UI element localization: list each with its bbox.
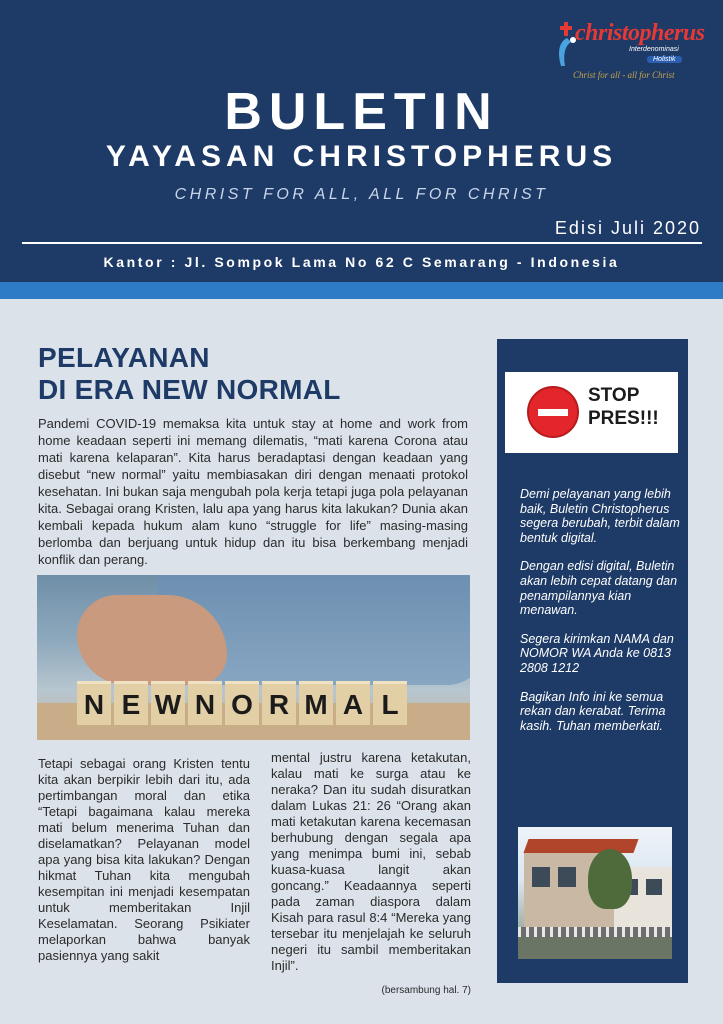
office-address: Kantor : Jl. Sompok Lama No 62 C Semarang - Indonesia [103, 254, 620, 270]
logo-subtitle: Interdenominasi [629, 46, 679, 53]
new-normal-photo [37, 575, 470, 740]
christopherus-logo [555, 18, 705, 88]
notice-paragraph: Bagikan Info ini ke semua rekan dan kerabat. Terima kasih. Tuhan memberkati. [520, 689, 666, 733]
bulletin-title: BULETIN [224, 83, 499, 141]
letter-block: A [336, 681, 370, 725]
letter-blocks [77, 681, 407, 725]
notice-paragraph: Dengan edisi digital, Buletin akan lebih cepat datang dan penampilannya kian menawan. [520, 559, 678, 618]
article-column-2: mental justru karena ketakutan, kalau mati ke surga atau ke neraka? Dan itu sudah disuratkan dalam Lukas 21: 26 “Orang akan mati ketakutan karena kecemasan berhubung dengan segala apa yang menimpa bumi ini, sebab kuasa-kuasa langit akan goncang.” Keadaannya seperti pada zaman diaspora dalam Kisah para rasul 8:4 “Mereka yang tersebar itu menjelajah ke seluruh negeri itu sambil memberitakan Injil”. [271, 750, 471, 973]
stop-press-line-1: STOP [588, 385, 640, 406]
photo-roof [523, 839, 638, 853]
notice-paragraph: Demi pelayanan yang lebih baik, Buletin Christopherus segera berubah, terbit dalam bentuk digital. [520, 487, 680, 545]
logo-wordmark: christopherus [575, 20, 705, 46]
article-intro: Pandemi COVID-19 memaksa kita untuk stay at home and work from home keadaan seperti ini memang dilematis, “mati karena Corona atau mati karena kelaparan”. Kita harus beradaptasi dengan keadaan yang disebut “new normal” yaitu membiasakan diri dengan menaati protokol kesehatan. Ini bukan saja mengubah pola kerja tetapi juga pola pelayanan kita. Sebagai orang Kristen, lalu apa yang harus kita lakukan? Dunia akan kembali kepada hukum alam kuno “struggle for life” masing-masing berlomba dan berjuang untuk hidup dan itu bisa berkembang menjadi konflik dan perang. [38, 416, 468, 567]
article-column-1: Tetapi sebagai orang Kristen tentu kita akan berpikir lebih dari itu, ada pertimbangan moral dan etika “Tetapi bagaimana kalau mereka mati belum menerima Tuhan dan diselamatkan? Pelayanan model apa yang bisa kita lakukan? Dengan hikmat Tuhan kita mengubah kesempitan ini menjadi kesempatan untuk memberitakan Injil Keselamatan. Seorang Psikiater melaporkan bahwa banyak pasiennya yang sakit [38, 756, 250, 963]
photo-tree [588, 849, 632, 909]
logo-subtitle-badge: Holistik [647, 56, 682, 63]
stop-press-sidebar [497, 339, 688, 983]
stop-sign-bar [538, 409, 568, 416]
letter-block: R [262, 681, 296, 725]
header-banner [0, 0, 723, 282]
article-headline [38, 342, 341, 406]
accent-stripe [0, 282, 723, 299]
photo-fence [518, 927, 672, 937]
letter-block: W [151, 681, 185, 725]
continued-note: (bersambung hal. 7) [381, 985, 471, 996]
office-building-photo [518, 827, 672, 959]
sidebar-notice [520, 487, 682, 747]
photo-hand [77, 595, 227, 685]
photo-window [558, 867, 576, 887]
letter-block: L [373, 681, 407, 725]
stop-press-banner [505, 372, 678, 453]
photo-window [532, 867, 550, 887]
motto: CHRIST FOR ALL, ALL FOR CHRIST [174, 186, 549, 203]
edition-label: Edisi Juli 2020 [554, 218, 701, 238]
stop-press-title [588, 384, 659, 430]
letter-block: N [77, 681, 111, 725]
headline-line-1: PELAYANAN [38, 342, 210, 373]
headline-line-2: DI ERA NEW NORMAL [38, 374, 341, 405]
header-divider [22, 242, 702, 244]
letter-block: N [188, 681, 222, 725]
letter-block: O [225, 681, 259, 725]
letter-block: M [299, 681, 333, 725]
letter-block: E [114, 681, 148, 725]
logo-tagline: Christ for all - all for Christ [573, 70, 675, 80]
notice-paragraph: Segera kirimkan NAMA dan NOMOR WA Anda ke 0813 2808 1212 [520, 631, 674, 675]
stop-sign-icon [527, 386, 579, 438]
foundation-title: YAYASAN CHRISTOPHERUS [105, 140, 618, 173]
stop-press-line-2: PRES!!! [588, 408, 659, 429]
photo-window [646, 879, 662, 895]
